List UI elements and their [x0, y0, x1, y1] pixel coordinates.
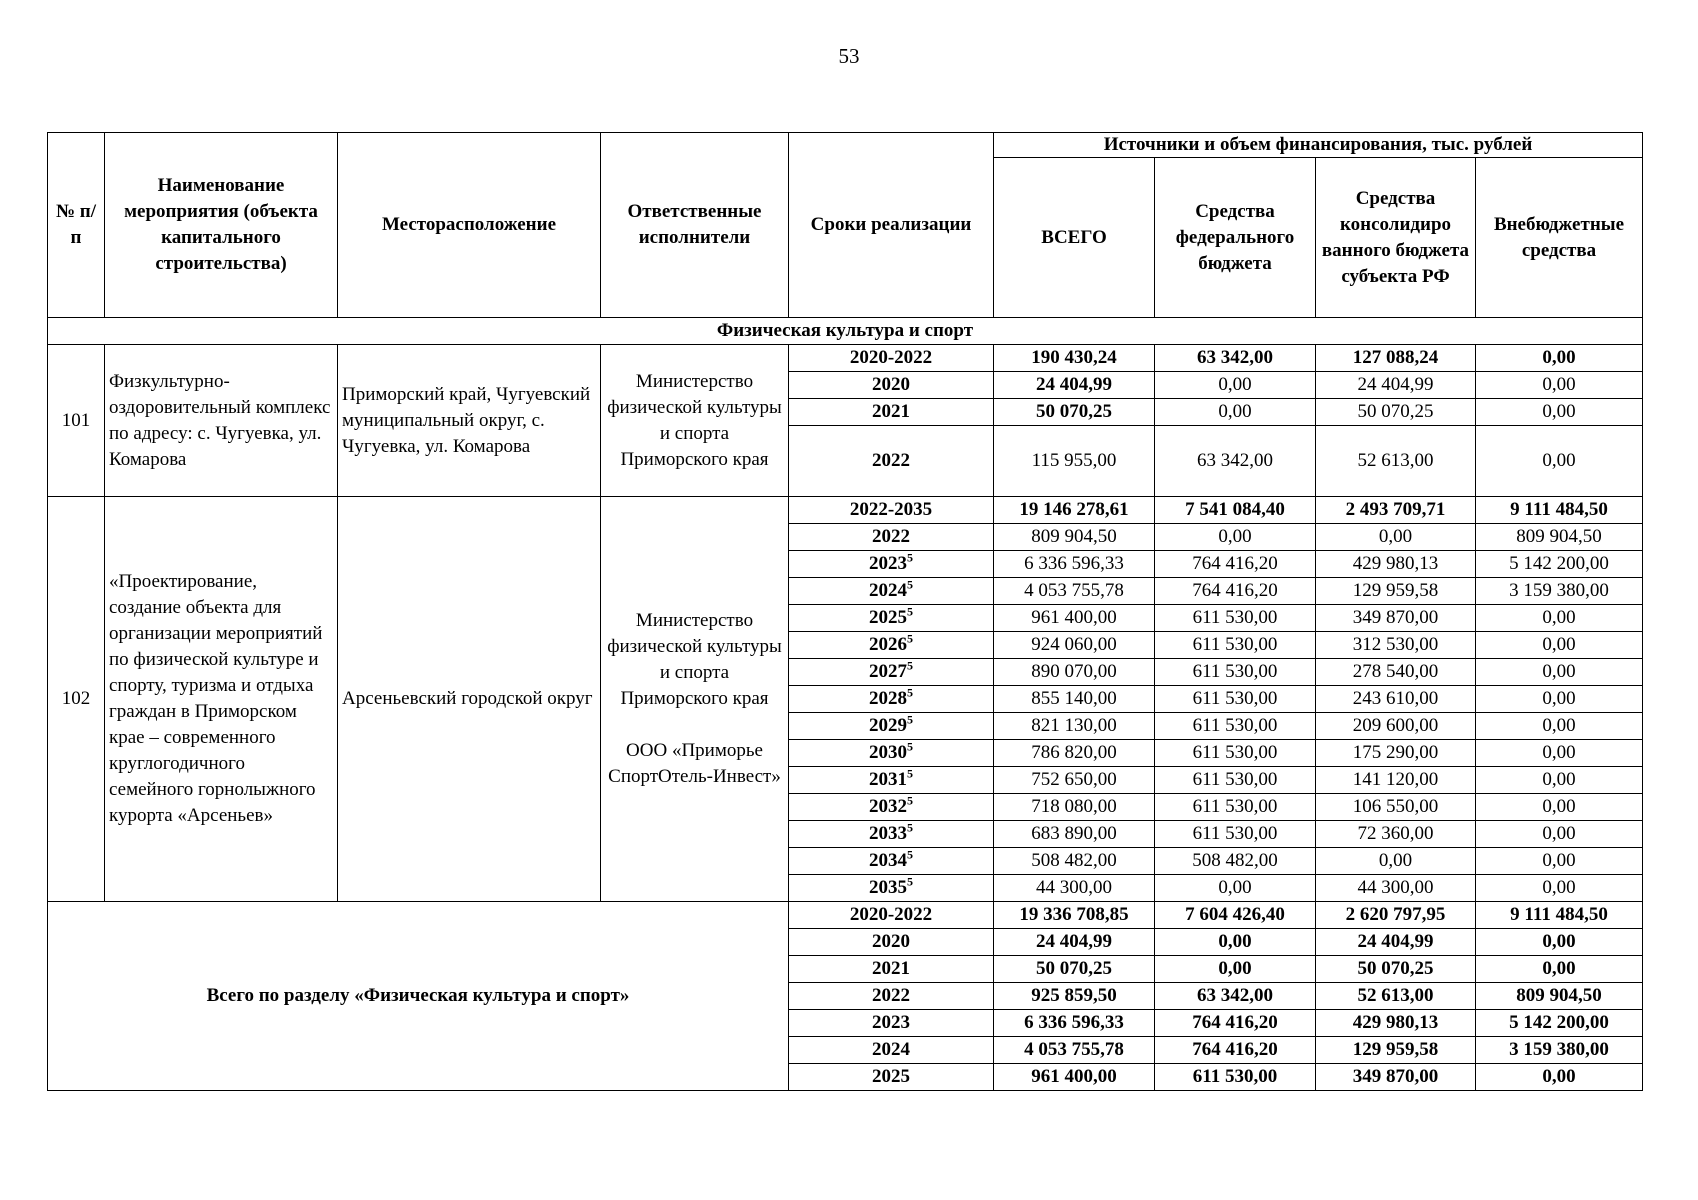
item-number: 102 [48, 497, 105, 902]
period-value: 2031 [869, 769, 907, 790]
header-responsible: Ответственные исполнители [601, 133, 789, 318]
period-value: 2027 [869, 661, 907, 682]
footnote-mark: 5 [907, 550, 913, 565]
extra-cell: 0,00 [1476, 848, 1643, 875]
period-cell [789, 875, 994, 902]
federal-cell: 611 530,00 [1155, 632, 1316, 659]
federal-cell: 63 342,00 [1155, 345, 1316, 372]
period-cell [789, 497, 994, 524]
consolidated-cell: 141 120,00 [1316, 767, 1476, 794]
total-cell: 683 890,00 [994, 821, 1155, 848]
period-value: 2029 [869, 715, 907, 736]
federal-cell: 611 530,00 [1155, 659, 1316, 686]
table-row [48, 345, 1643, 372]
period-cell [789, 524, 994, 551]
extra-cell: 0,00 [1476, 767, 1643, 794]
period-cell [789, 578, 994, 605]
consolidated-cell: 0,00 [1316, 524, 1476, 551]
period-value: 2030 [869, 742, 907, 763]
page-number: 53 [838, 44, 860, 68]
period-cell: 2020-2022 [789, 902, 994, 929]
period-value: 2033 [869, 823, 907, 844]
total-cell: 925 859,50 [994, 983, 1155, 1010]
federal-cell: 764 416,20 [1155, 1037, 1316, 1064]
period-cell: 2025 [789, 1064, 994, 1091]
footnote-mark: 5 [907, 847, 913, 862]
extra-cell: 0,00 [1476, 821, 1643, 848]
header-name: Наименование мероприятия (объекта капитального строительства) [105, 133, 338, 318]
federal-cell: 611 530,00 [1155, 713, 1316, 740]
federal-cell: 611 530,00 [1155, 794, 1316, 821]
period-cell: 2020 [789, 372, 994, 399]
consolidated-cell: 106 550,00 [1316, 794, 1476, 821]
extra-cell: 0,00 [1476, 929, 1643, 956]
total-cell: 4 053 755,78 [994, 578, 1155, 605]
total-cell: 190 430,24 [994, 345, 1155, 372]
extra-cell: 0,00 [1476, 1064, 1643, 1091]
federal-cell: 0,00 [1155, 372, 1316, 399]
header-total: ВСЕГО [994, 158, 1155, 318]
footnote-mark: 5 [907, 577, 913, 592]
responsible-company: ООО «Приморье СпортОтель-Инвест» [608, 740, 781, 787]
period-cell [789, 605, 994, 632]
extra-cell: 5 142 200,00 [1476, 1010, 1643, 1037]
table-row [48, 497, 1643, 524]
federal-cell: 0,00 [1155, 929, 1316, 956]
period-cell: 2020 [789, 929, 994, 956]
section-total-label: Всего по разделу «Физическая культура и спорт» [48, 902, 789, 1091]
header-row [48, 133, 1643, 158]
period-cell: 2021 [789, 956, 994, 983]
consolidated-cell: 24 404,99 [1316, 372, 1476, 399]
federal-cell: 0,00 [1155, 956, 1316, 983]
header-federal: Средства федерального бюджета [1155, 158, 1316, 318]
federal-cell: 764 416,20 [1155, 578, 1316, 605]
consolidated-cell: 50 070,25 [1316, 399, 1476, 426]
federal-cell: 611 530,00 [1155, 821, 1316, 848]
item-name: «Проектирование, создание объекта для организации мероприятий по физической культуре и спорту, туризма и отдыха граждан в Приморском крае – современного круглогодичного семейного горнолыжного курорта «Арсеньев» [105, 497, 338, 902]
total-cell: 752 650,00 [994, 767, 1155, 794]
total-cell: 855 140,00 [994, 686, 1155, 713]
item-responsible [601, 497, 789, 902]
extra-cell: 3 159 380,00 [1476, 578, 1643, 605]
total-cell: 50 070,25 [994, 956, 1155, 983]
extra-cell: 0,00 [1476, 713, 1643, 740]
total-cell: 890 070,00 [994, 659, 1155, 686]
period-cell [789, 659, 994, 686]
federal-cell: 611 530,00 [1155, 767, 1316, 794]
consolidated-cell: 349 870,00 [1316, 1064, 1476, 1091]
header-sources: Источники и объем финансирования, тыс. рублей [994, 133, 1643, 158]
period-cell [789, 821, 994, 848]
period-cell: 2020-2022 [789, 345, 994, 372]
total-cell: 6 336 596,33 [994, 551, 1155, 578]
period-cell [789, 632, 994, 659]
header-location: Месторасположение [338, 133, 601, 318]
federal-cell: 611 530,00 [1155, 686, 1316, 713]
total-cell: 961 400,00 [994, 1064, 1155, 1091]
footnote-mark: 5 [907, 820, 913, 835]
total-cell: 821 130,00 [994, 713, 1155, 740]
extra-cell: 0,00 [1476, 632, 1643, 659]
period-cell [789, 848, 994, 875]
consolidated-cell: 312 530,00 [1316, 632, 1476, 659]
federal-cell: 764 416,20 [1155, 1010, 1316, 1037]
financing-table [47, 132, 1643, 1091]
federal-cell: 611 530,00 [1155, 605, 1316, 632]
period-cell: 2022 [789, 983, 994, 1010]
footnote-mark: 5 [907, 685, 913, 700]
period-value: 2022-2035 [849, 499, 933, 520]
footnote-mark: 5 [907, 739, 913, 754]
period-cell [789, 794, 994, 821]
extra-cell: 0,00 [1476, 659, 1643, 686]
period-value: 2022 [872, 526, 910, 547]
period-value: 2026 [869, 634, 907, 655]
total-cell: 50 070,25 [994, 399, 1155, 426]
period-cell [789, 767, 994, 794]
period-value: 2034 [869, 850, 907, 871]
consolidated-cell: 429 980,13 [1316, 551, 1476, 578]
footnote-mark: 5 [907, 766, 913, 781]
total-cell: 961 400,00 [994, 605, 1155, 632]
consolidated-cell: 52 613,00 [1316, 426, 1476, 497]
total-cell: 44 300,00 [994, 875, 1155, 902]
consolidated-cell: 349 870,00 [1316, 605, 1476, 632]
period-cell: 2023 [789, 1010, 994, 1037]
extra-cell: 5 142 200,00 [1476, 551, 1643, 578]
period-value: 2028 [869, 688, 907, 709]
federal-cell: 508 482,00 [1155, 848, 1316, 875]
period-cell [789, 740, 994, 767]
extra-cell: 809 904,50 [1476, 524, 1643, 551]
header-period: Сроки реализации [789, 133, 994, 318]
federal-cell: 0,00 [1155, 875, 1316, 902]
extra-cell: 0,00 [1476, 740, 1643, 767]
header-extra: Внебюджетные средства [1476, 158, 1643, 318]
consolidated-cell: 2 620 797,95 [1316, 902, 1476, 929]
extra-cell: 0,00 [1476, 372, 1643, 399]
period-value: 2032 [869, 796, 907, 817]
consolidated-cell: 127 088,24 [1316, 345, 1476, 372]
extra-cell: 0,00 [1476, 956, 1643, 983]
extra-cell: 0,00 [1476, 605, 1643, 632]
total-cell: 809 904,50 [994, 524, 1155, 551]
footnote-mark: 5 [907, 631, 913, 646]
extra-cell: 0,00 [1476, 875, 1643, 902]
header-consolidated: Средства консолидиро ванного бюджета субъекта РФ [1316, 158, 1476, 318]
total-cell: 508 482,00 [994, 848, 1155, 875]
footnote-mark: 5 [907, 658, 913, 673]
extra-cell: 0,00 [1476, 426, 1643, 497]
responsible-ministry: Министерство физической культуры и спорта Приморского края [607, 610, 782, 709]
consolidated-cell: 243 610,00 [1316, 686, 1476, 713]
consolidated-cell: 129 959,58 [1316, 578, 1476, 605]
period-value: 2035 [869, 877, 907, 898]
extra-cell: 0,00 [1476, 794, 1643, 821]
extra-cell: 0,00 [1476, 399, 1643, 426]
consolidated-cell: 429 980,13 [1316, 1010, 1476, 1037]
footnote-mark: 5 [907, 604, 913, 619]
federal-cell: 7 541 084,40 [1155, 497, 1316, 524]
total-cell: 24 404,99 [994, 372, 1155, 399]
consolidated-cell: 175 290,00 [1316, 740, 1476, 767]
consolidated-cell: 129 959,58 [1316, 1037, 1476, 1064]
item-number: 101 [48, 345, 105, 497]
total-cell: 115 955,00 [994, 426, 1155, 497]
item-location: Приморский край, Чугуевский муниципальный округ, с. Чугуевка, ул. Комарова [338, 345, 601, 497]
item-name: Физкультурно-оздоровительный комплекс по адресу: с. Чугуевка, ул. Комарова [105, 345, 338, 497]
consolidated-cell: 44 300,00 [1316, 875, 1476, 902]
item-responsible: Министерство физической культуры и спорта Приморского края [601, 345, 789, 497]
period-cell: 2022 [789, 426, 994, 497]
federal-cell: 63 342,00 [1155, 983, 1316, 1010]
extra-cell: 9 111 484,50 [1476, 497, 1643, 524]
total-cell: 4 053 755,78 [994, 1037, 1155, 1064]
total-cell: 924 060,00 [994, 632, 1155, 659]
consolidated-cell: 278 540,00 [1316, 659, 1476, 686]
total-cell: 718 080,00 [994, 794, 1155, 821]
total-cell: 24 404,99 [994, 929, 1155, 956]
consolidated-cell: 52 613,00 [1316, 983, 1476, 1010]
period-cell: 2021 [789, 399, 994, 426]
period-value: 2024 [869, 580, 907, 601]
period-cell [789, 713, 994, 740]
extra-cell: 809 904,50 [1476, 983, 1643, 1010]
federal-cell: 63 342,00 [1155, 426, 1316, 497]
period-value: 2025 [869, 607, 907, 628]
total-cell: 19 146 278,61 [994, 497, 1155, 524]
federal-cell: 0,00 [1155, 524, 1316, 551]
federal-cell: 0,00 [1155, 399, 1316, 426]
consolidated-cell: 72 360,00 [1316, 821, 1476, 848]
consolidated-cell: 24 404,99 [1316, 929, 1476, 956]
period-value: 2023 [869, 553, 907, 574]
section-title-row [48, 318, 1643, 345]
total-row [48, 902, 1643, 929]
consolidated-cell: 209 600,00 [1316, 713, 1476, 740]
extra-cell: 0,00 [1476, 686, 1643, 713]
consolidated-cell: 50 070,25 [1316, 956, 1476, 983]
header-num: № п/п [48, 133, 105, 318]
consolidated-cell: 2 493 709,71 [1316, 497, 1476, 524]
federal-cell: 7 604 426,40 [1155, 902, 1316, 929]
period-cell [789, 551, 994, 578]
federal-cell: 764 416,20 [1155, 551, 1316, 578]
extra-cell: 0,00 [1476, 345, 1643, 372]
footnote-mark: 5 [907, 793, 913, 808]
section-title: Физическая культура и спорт [48, 318, 1643, 345]
extra-cell: 3 159 380,00 [1476, 1037, 1643, 1064]
total-cell: 19 336 708,85 [994, 902, 1155, 929]
footnote-mark: 5 [907, 712, 913, 727]
item-location: Арсеньевский городской округ [338, 497, 601, 902]
total-cell: 786 820,00 [994, 740, 1155, 767]
consolidated-cell: 0,00 [1316, 848, 1476, 875]
period-cell: 2024 [789, 1037, 994, 1064]
federal-cell: 611 530,00 [1155, 740, 1316, 767]
total-cell: 6 336 596,33 [994, 1010, 1155, 1037]
federal-cell: 611 530,00 [1155, 1064, 1316, 1091]
period-cell [789, 686, 994, 713]
footnote-mark: 5 [907, 874, 913, 889]
extra-cell: 9 111 484,50 [1476, 902, 1643, 929]
